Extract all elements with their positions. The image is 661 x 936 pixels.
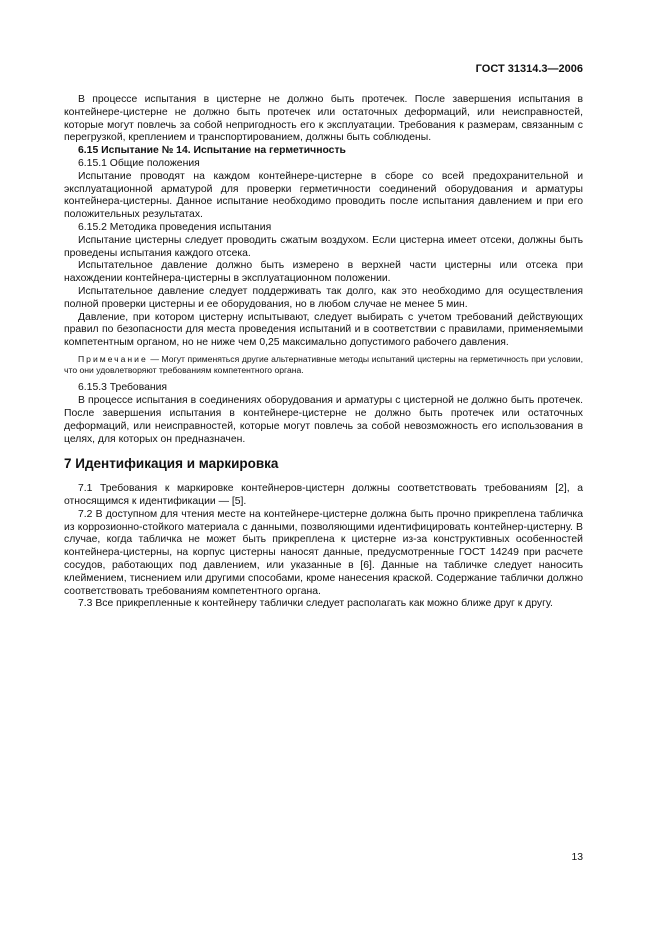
note-label: Примечание bbox=[78, 353, 148, 364]
subsection-heading: 6.15.3 Требования bbox=[78, 382, 168, 394]
paragraph: Испытательное давление следует поддерживать так долго, как это необходимо для осуществления полной проверки цистерны и ее оборудования, но в любом случае не менее 5 мин. bbox=[64, 285, 583, 310]
subsection-heading: 6.15.1 Общие положения bbox=[78, 157, 200, 169]
note bbox=[64, 354, 583, 376]
paragraph: В процессе испытания в цистерне не должно быть протечек. После завершения испытания в контейнере-цистерне не должно быть протечек или остаточных деформаций, или неисправностей, которые могут повлечь за собой непригодность его к эксплуатации. Требования к размерам, связанным с перегрузкой, креплением и транспортированием, должны быть соблюдены. bbox=[64, 94, 583, 144]
note-text: — Могут применяться другие альтернативные методы испытаний цистерны на герметичность при условии, что они удовлетворяют требованиям компетентного органа. bbox=[64, 353, 583, 376]
chapter-title: 7 Идентификация и маркировка bbox=[64, 456, 279, 472]
document-body bbox=[64, 94, 583, 611]
paragraph: Испытание цистерны следует проводить сжатым воздухом. Если цистерна имеет отсеки, должны быть проведены испытания каждого отсека. bbox=[64, 234, 583, 259]
paragraph: 7.3 Все прикрепленные к контейнеру таблички следует располагать как можно ближе друг к другу. bbox=[78, 598, 553, 610]
paragraph: 7.1 Требования к маркировке контейнеров-цистерн должны соответствовать требованиям [2], а относящимся к идентификации — [5]. bbox=[64, 483, 583, 507]
paragraph: Испытательное давление должно быть измерено в верхней части цистерны или отсека при нахождении контейнера-цистерны в эксплуатационном положении. bbox=[64, 260, 583, 285]
paragraph: В процессе испытания в соединениях оборудования и арматуры с цистерной не должно быть протечек. После завершения испытания в контейнере-цистерне не должно быть протечек или остаточных деформаций, или неисправностей, которые могут повлечь за собой невозможность его использования в целях, для которых он предназначен. bbox=[64, 395, 583, 445]
page-number: 13 bbox=[571, 852, 583, 863]
paragraph: 7.2 В доступном для чтения месте на контейнере-цистерне должна быть прочно прикреплена табличка из коррозионно-стойкого материала с данными, позволяющими идентифицировать контейнер-цистерну. В случае, когда табличка не может быть прикреплена к цистерне из-за конструктивных особенностей контейнера-цистерны, на корпус цистерны наносят данные, предусмотренные ГОСТ 14249 при расчете сосудов, работающих под давлением, или указанные в [6]. Данные на табличке следует наносить клеймением, тиснением или другими способами, кроме нанесения краской. Содержание таблички должно соответствовать требованиям компетентного органа. bbox=[64, 508, 583, 597]
subsection-heading: 6.15.2 Методика проведения испытания bbox=[78, 221, 272, 233]
section-heading: 6.15 Испытание № 14. Испытание на герметичность bbox=[78, 145, 346, 157]
document-header: ГОСТ 31314.3—2006 bbox=[475, 63, 583, 75]
paragraph: Испытание проводят на каждом контейнере-цистерне в сборе со всей предохранительной и эксплуатационной арматурой для проверки герметичности соединений оборудования и арматуры контейнера-цистерны. Данное испытание необходимо проводить после испытания давлением и при его положительных результатах. bbox=[64, 170, 583, 221]
paragraph: Давление, при котором цистерну испытывают, следует выбирать с учетом требований действующих правил по безопасности для места проведения испытаний и в соответствии с правилами, применяемыми компетентным органом, но не ниже чем 0,25 максимально допустимого рабочего давления. bbox=[64, 311, 583, 349]
